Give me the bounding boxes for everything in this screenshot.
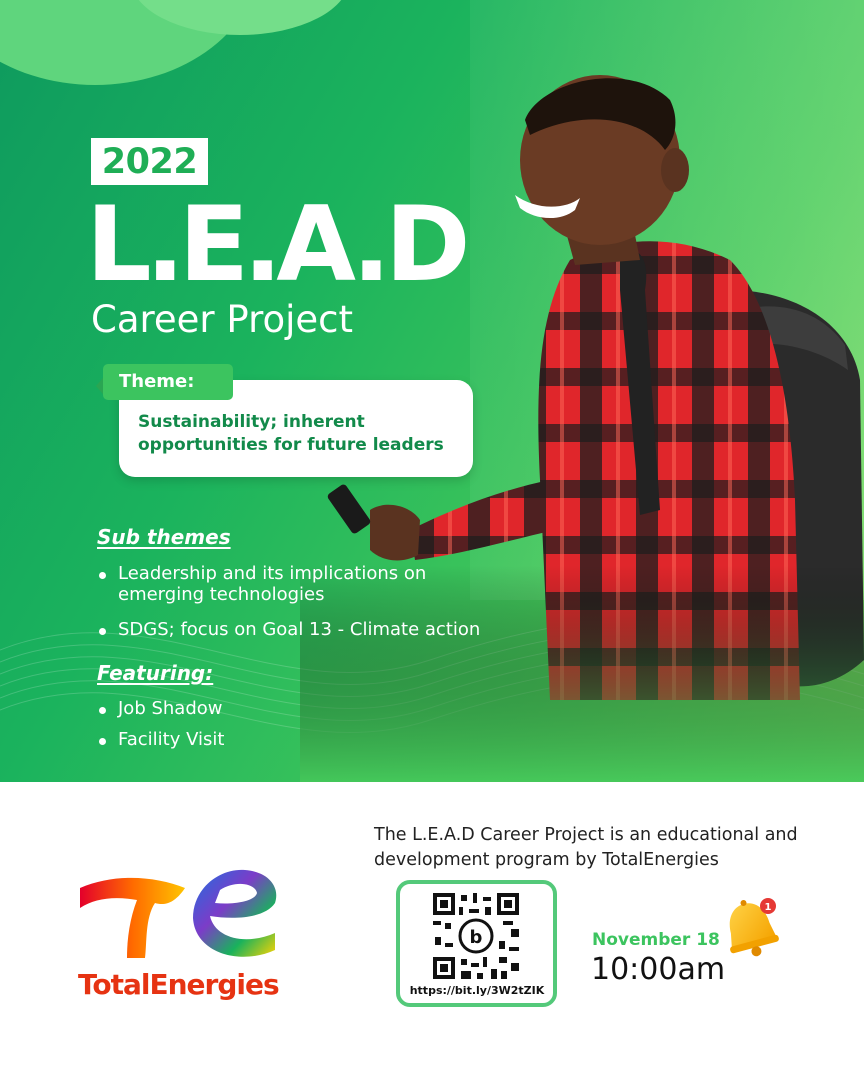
brand-name: TotalEnergies xyxy=(78,968,279,1001)
event-date: November 18 xyxy=(592,930,720,950)
theme-label: Theme: xyxy=(103,364,233,400)
sub-themes-heading: Sub themes xyxy=(97,525,231,549)
sub-themes-list xyxy=(97,563,480,640)
notification-count: 1 xyxy=(764,902,772,913)
event-subtitle: Career Project xyxy=(91,298,353,341)
program-description: The L.E.A.D Career Project is an educational and development program by TotalEnergies xyxy=(374,825,798,870)
featuring-item: Facility Visit xyxy=(97,729,224,750)
featuring-heading: Featuring: xyxy=(97,661,214,685)
event-time: 10:00am xyxy=(591,952,726,987)
sub-theme-item: Leadership and its implications on emerging technologies xyxy=(97,563,427,605)
theme-text: Sustainability; inherent opportunities for future leaders xyxy=(138,412,444,455)
svg-text:b: b xyxy=(469,927,483,948)
totalenergies-logo xyxy=(75,858,285,963)
featuring-list xyxy=(97,698,224,750)
event-title: L.E.A.D xyxy=(86,185,465,305)
qr-url[interactable]: https://bit.ly/3W2tZIK xyxy=(409,984,545,997)
alarm-bell-icon xyxy=(716,893,786,963)
featuring-item: Job Shadow xyxy=(97,698,224,719)
year-badge: 2022 xyxy=(91,138,208,185)
sub-theme-item: SDGS; focus on Goal 13 - Climate action xyxy=(97,619,480,640)
qr-code-icon[interactable] xyxy=(433,893,519,979)
